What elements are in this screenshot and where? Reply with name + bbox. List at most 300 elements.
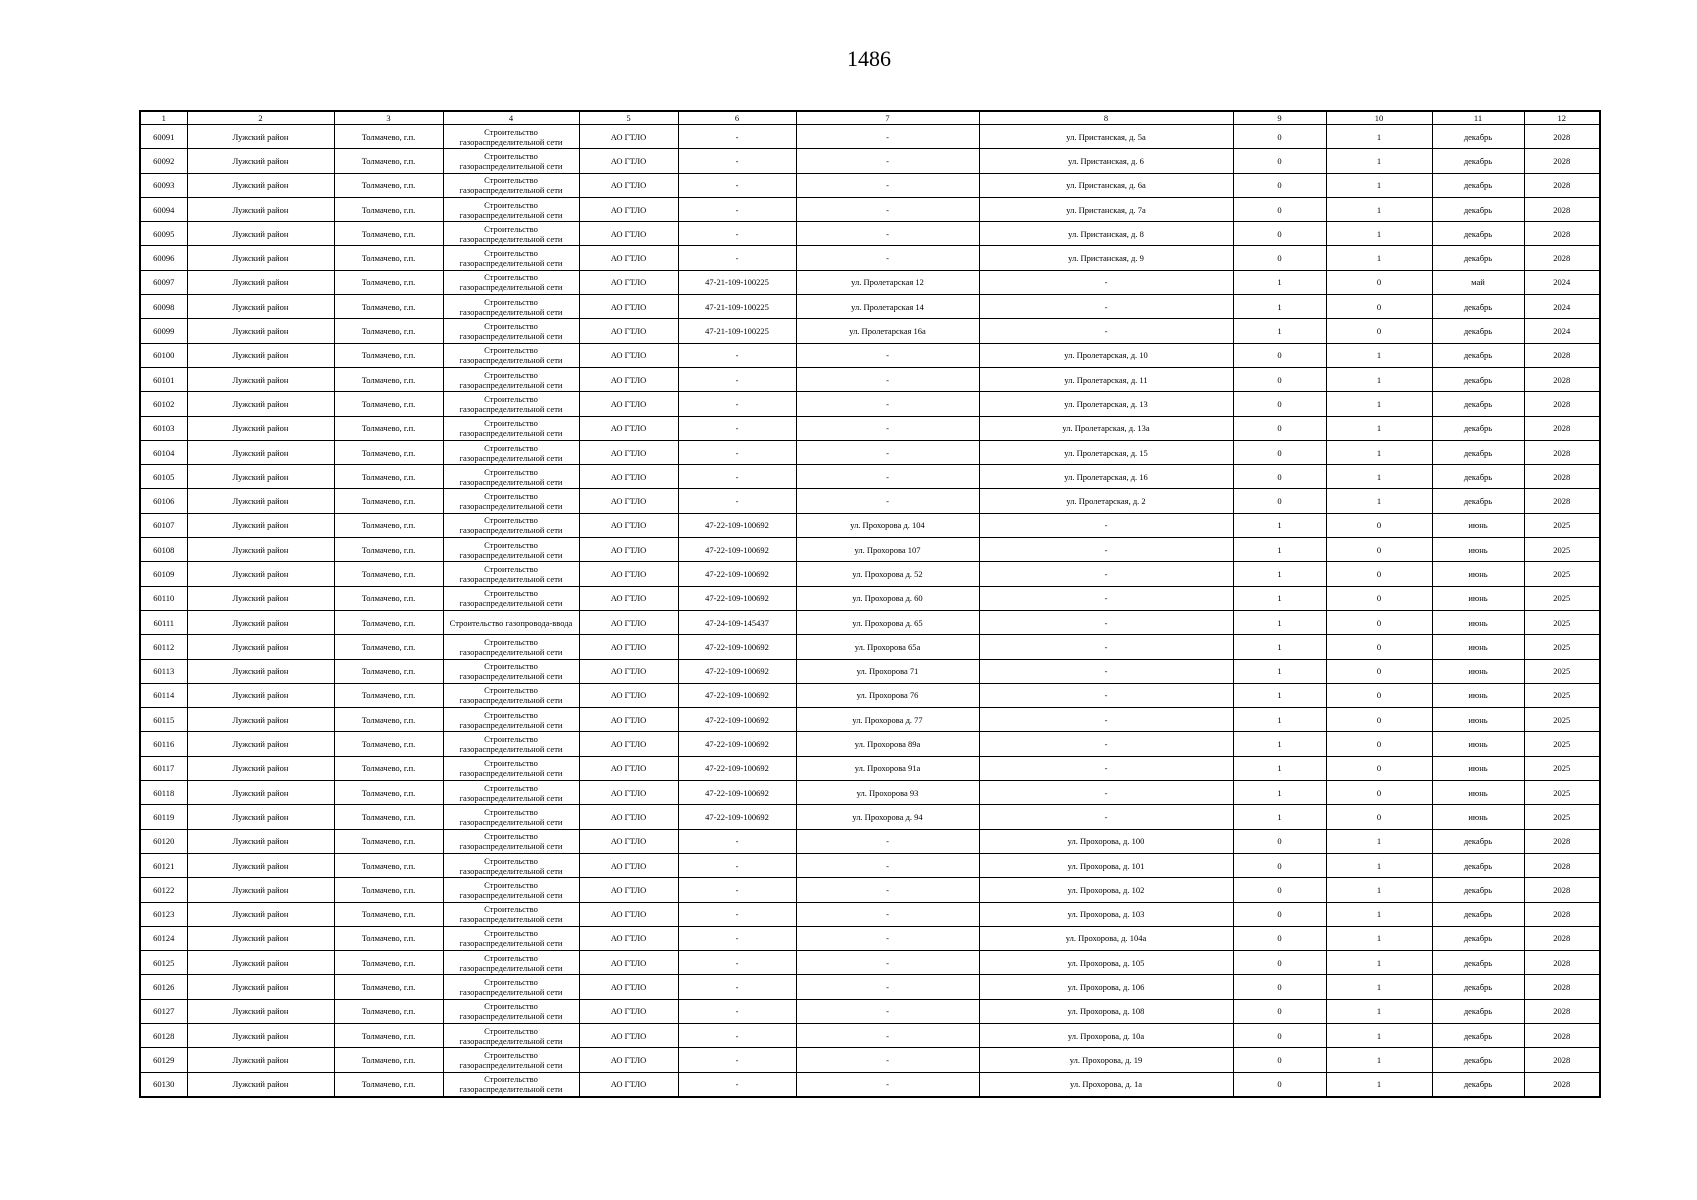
cell-address-planned: - [979, 756, 1233, 780]
cell-settlement: Толмачево, г.п. [334, 610, 443, 634]
cell-address-current: ул. Прохорова 76 [796, 683, 979, 707]
cell-tech-conditions-number: - [678, 1023, 796, 1047]
column-header-9: 9 [1233, 111, 1326, 125]
table-row [140, 586, 1600, 610]
cell-address-planned: ул. Пролетарская, д. 11 [979, 367, 1233, 391]
cell-district: Лужский район [187, 513, 334, 537]
cell-address-current: - [796, 173, 979, 197]
cell-tech-conditions-number: 47-22-109-100692 [678, 635, 796, 659]
cell-settlement: Толмачево, г.п. [334, 343, 443, 367]
column-header-12: 12 [1524, 111, 1600, 125]
cell-record-id: 60119 [140, 805, 187, 829]
cell-count-a: 1 [1233, 586, 1326, 610]
cell-month: июнь [1432, 659, 1524, 683]
cell-count-b: 1 [1326, 853, 1432, 877]
cell-address-planned: ул. Прохорова, д. 104а [979, 926, 1233, 950]
cell-organization: АО ГТЛО [579, 1048, 678, 1072]
cell-count-b: 0 [1326, 538, 1432, 562]
table-row [140, 149, 1600, 173]
cell-count-a: 1 [1233, 295, 1326, 319]
cell-address-current: ул. Прохорова д. 77 [796, 708, 979, 732]
cell-organization: АО ГТЛО [579, 805, 678, 829]
cell-count-a: 0 [1233, 125, 1326, 149]
cell-tech-conditions-number: - [678, 975, 796, 999]
cell-settlement: Толмачево, г.п. [334, 586, 443, 610]
cell-address-planned: ул. Прохорова, д. 102 [979, 878, 1233, 902]
cell-address-planned: - [979, 659, 1233, 683]
cell-address-planned: - [979, 270, 1233, 294]
cell-district: Лужский район [187, 1072, 334, 1097]
cell-address-planned: ул. Пристанская, д. 6а [979, 173, 1233, 197]
cell-district: Лужский район [187, 319, 334, 343]
column-number-row [140, 111, 1600, 125]
cell-month: декабрь [1432, 416, 1524, 440]
cell-year: 2028 [1524, 1048, 1600, 1072]
cell-settlement: Толмачево, г.п. [334, 756, 443, 780]
cell-settlement: Толмачево, г.п. [334, 1072, 443, 1097]
cell-district: Лужский район [187, 538, 334, 562]
cell-settlement: Толмачево, г.п. [334, 683, 443, 707]
cell-count-b: 1 [1326, 975, 1432, 999]
cell-tech-conditions-number: 47-22-109-100692 [678, 756, 796, 780]
cell-count-a: 1 [1233, 270, 1326, 294]
cell-tech-conditions-number: 47-22-109-100692 [678, 708, 796, 732]
cell-address-planned: - [979, 805, 1233, 829]
cell-district: Лужский район [187, 149, 334, 173]
cell-work-type: Строительство газораспределительной сети [443, 319, 579, 343]
cell-work-type: Строительство газораспределительной сети [443, 489, 579, 513]
table-row [140, 1072, 1600, 1097]
cell-month: декабрь [1432, 392, 1524, 416]
cell-count-b: 0 [1326, 732, 1432, 756]
cell-record-id: 60127 [140, 999, 187, 1023]
cell-count-b: 0 [1326, 659, 1432, 683]
cell-year: 2025 [1524, 610, 1600, 634]
table-row [140, 829, 1600, 853]
table-row [140, 246, 1600, 270]
cell-record-id: 60100 [140, 343, 187, 367]
cell-count-a: 1 [1233, 513, 1326, 537]
cell-year: 2025 [1524, 708, 1600, 732]
cell-address-planned: - [979, 708, 1233, 732]
cell-year: 2028 [1524, 999, 1600, 1023]
cell-count-b: 1 [1326, 392, 1432, 416]
cell-count-a: 1 [1233, 708, 1326, 732]
cell-count-a: 0 [1233, 416, 1326, 440]
cell-year: 2028 [1524, 392, 1600, 416]
cell-count-a: 0 [1233, 173, 1326, 197]
cell-count-a: 1 [1233, 635, 1326, 659]
cell-work-type: Строительство газораспределительной сети [443, 635, 579, 659]
cell-address-current: - [796, 853, 979, 877]
cell-count-b: 1 [1326, 951, 1432, 975]
cell-settlement: Толмачево, г.п. [334, 465, 443, 489]
cell-month: декабрь [1432, 975, 1524, 999]
cell-record-id: 60096 [140, 246, 187, 270]
table-row [140, 878, 1600, 902]
cell-work-type: Строительство газораспределительной сети [443, 125, 579, 149]
cell-year: 2028 [1524, 926, 1600, 950]
cell-work-type: Строительство газораспределительной сети [443, 295, 579, 319]
cell-year: 2025 [1524, 756, 1600, 780]
cell-organization: АО ГТЛО [579, 367, 678, 391]
cell-address-planned: ул. Пролетарская, д. 13 [979, 392, 1233, 416]
cell-record-id: 60101 [140, 367, 187, 391]
cell-tech-conditions-number: 47-22-109-100692 [678, 683, 796, 707]
column-header-5: 5 [579, 111, 678, 125]
cell-month: декабрь [1432, 926, 1524, 950]
cell-work-type: Строительство газораспределительной сети [443, 1048, 579, 1072]
cell-count-a: 1 [1233, 319, 1326, 343]
cell-count-b: 0 [1326, 562, 1432, 586]
cell-address-planned: - [979, 513, 1233, 537]
table-row [140, 173, 1600, 197]
cell-count-a: 0 [1233, 975, 1326, 999]
cell-year: 2028 [1524, 1072, 1600, 1097]
cell-count-a: 1 [1233, 756, 1326, 780]
cell-month: июнь [1432, 756, 1524, 780]
table-row [140, 732, 1600, 756]
cell-district: Лужский район [187, 853, 334, 877]
cell-settlement: Толмачево, г.п. [334, 975, 443, 999]
cell-record-id: 60115 [140, 708, 187, 732]
cell-settlement: Толмачево, г.п. [334, 853, 443, 877]
cell-district: Лужский район [187, 999, 334, 1023]
cell-organization: АО ГТЛО [579, 1023, 678, 1047]
cell-work-type: Строительство газораспределительной сети [443, 465, 579, 489]
cell-year: 2028 [1524, 343, 1600, 367]
table-row [140, 367, 1600, 391]
cell-settlement: Толмачево, г.п. [334, 1023, 443, 1047]
cell-settlement: Толмачево, г.п. [334, 878, 443, 902]
cell-month: декабрь [1432, 125, 1524, 149]
cell-count-a: 0 [1233, 951, 1326, 975]
cell-work-type: Строительство газораспределительной сети [443, 951, 579, 975]
cell-address-planned: - [979, 610, 1233, 634]
cell-count-b: 0 [1326, 805, 1432, 829]
cell-count-a: 0 [1233, 465, 1326, 489]
cell-address-planned: ул. Пролетарская, д. 2 [979, 489, 1233, 513]
cell-count-b: 0 [1326, 635, 1432, 659]
cell-count-b: 0 [1326, 295, 1432, 319]
cell-year: 2028 [1524, 197, 1600, 221]
cell-work-type: Строительство газораспределительной сети [443, 149, 579, 173]
table-row [140, 1023, 1600, 1047]
cell-tech-conditions-number: - [678, 951, 796, 975]
cell-settlement: Толмачево, г.п. [334, 367, 443, 391]
cell-count-a: 1 [1233, 562, 1326, 586]
table-row [140, 781, 1600, 805]
column-header-8: 8 [979, 111, 1233, 125]
cell-settlement: Толмачево, г.п. [334, 538, 443, 562]
cell-address-planned: - [979, 635, 1233, 659]
cell-month: июнь [1432, 610, 1524, 634]
cell-organization: АО ГТЛО [579, 902, 678, 926]
cell-work-type: Строительство газораспределительной сети [443, 440, 579, 464]
cell-organization: АО ГТЛО [579, 416, 678, 440]
cell-settlement: Толмачево, г.п. [334, 222, 443, 246]
cell-count-a: 0 [1233, 1048, 1326, 1072]
cell-organization: АО ГТЛО [579, 635, 678, 659]
cell-work-type: Строительство газораспределительной сети [443, 999, 579, 1023]
cell-year: 2028 [1524, 1023, 1600, 1047]
column-header-7: 7 [796, 111, 979, 125]
cell-record-id: 60107 [140, 513, 187, 537]
cell-organization: АО ГТЛО [579, 999, 678, 1023]
cell-count-a: 0 [1233, 1023, 1326, 1047]
cell-organization: АО ГТЛО [579, 853, 678, 877]
cell-address-planned: - [979, 538, 1233, 562]
cell-tech-conditions-number: - [678, 465, 796, 489]
cell-address-current: - [796, 1023, 979, 1047]
cell-address-current: ул. Прохорова 65а [796, 635, 979, 659]
cell-settlement: Толмачево, г.п. [334, 125, 443, 149]
cell-year: 2028 [1524, 489, 1600, 513]
cell-record-id: 60121 [140, 853, 187, 877]
cell-organization: АО ГТЛО [579, 951, 678, 975]
table-header [140, 111, 1600, 125]
cell-year: 2028 [1524, 149, 1600, 173]
cell-month: июнь [1432, 781, 1524, 805]
cell-tech-conditions-number: - [678, 1072, 796, 1097]
cell-address-current: ул. Прохорова д. 60 [796, 586, 979, 610]
cell-organization: АО ГТЛО [579, 197, 678, 221]
cell-year: 2028 [1524, 878, 1600, 902]
cell-tech-conditions-number: - [678, 489, 796, 513]
cell-record-id: 60122 [140, 878, 187, 902]
cell-count-b: 1 [1326, 878, 1432, 902]
cell-settlement: Толмачево, г.п. [334, 270, 443, 294]
cell-organization: АО ГТЛО [579, 975, 678, 999]
cell-work-type: Строительство газопровода-ввода [443, 610, 579, 634]
cell-count-b: 1 [1326, 246, 1432, 270]
cell-tech-conditions-number: - [678, 1048, 796, 1072]
cell-count-a: 0 [1233, 343, 1326, 367]
cell-count-b: 0 [1326, 708, 1432, 732]
cell-month: декабрь [1432, 367, 1524, 391]
cell-record-id: 60112 [140, 635, 187, 659]
cell-record-id: 60093 [140, 173, 187, 197]
cell-tech-conditions-number: - [678, 902, 796, 926]
cell-address-current: ул. Пролетарская 14 [796, 295, 979, 319]
cell-organization: АО ГТЛО [579, 1072, 678, 1097]
cell-address-current: - [796, 829, 979, 853]
cell-tech-conditions-number: 47-22-109-100692 [678, 513, 796, 537]
cell-address-current: - [796, 465, 979, 489]
cell-tech-conditions-number: 47-22-109-100692 [678, 805, 796, 829]
cell-tech-conditions-number: - [678, 149, 796, 173]
cell-settlement: Толмачево, г.п. [334, 829, 443, 853]
cell-district: Лужский район [187, 125, 334, 149]
cell-address-planned: - [979, 295, 1233, 319]
cell-count-b: 1 [1326, 1023, 1432, 1047]
cell-year: 2025 [1524, 683, 1600, 707]
cell-record-id: 60114 [140, 683, 187, 707]
table-row [140, 222, 1600, 246]
cell-organization: АО ГТЛО [579, 732, 678, 756]
cell-organization: АО ГТЛО [579, 465, 678, 489]
cell-address-planned: ул. Прохорова, д. 103 [979, 902, 1233, 926]
cell-work-type: Строительство газораспределительной сети [443, 392, 579, 416]
cell-count-b: 1 [1326, 1072, 1432, 1097]
cell-address-planned: ул. Пролетарская, д. 10 [979, 343, 1233, 367]
cell-count-a: 0 [1233, 149, 1326, 173]
table-row [140, 659, 1600, 683]
cell-work-type: Строительство газораспределительной сети [443, 173, 579, 197]
cell-address-current: - [796, 1072, 979, 1097]
page-number: 1486 [847, 46, 891, 71]
cell-address-current: - [796, 222, 979, 246]
cell-address-planned: ул. Прохорова, д. 100 [979, 829, 1233, 853]
cell-tech-conditions-number: - [678, 999, 796, 1023]
cell-address-planned: ул. Пристанская, д. 6 [979, 149, 1233, 173]
cell-district: Лужский район [187, 781, 334, 805]
cell-count-a: 1 [1233, 538, 1326, 562]
cell-district: Лужский район [187, 173, 334, 197]
cell-count-a: 0 [1233, 367, 1326, 391]
cell-year: 2025 [1524, 562, 1600, 586]
cell-organization: АО ГТЛО [579, 708, 678, 732]
table-row [140, 805, 1600, 829]
cell-record-id: 60097 [140, 270, 187, 294]
cell-organization: АО ГТЛО [579, 149, 678, 173]
cell-address-current: - [796, 367, 979, 391]
cell-address-planned: ул. Пристанская, д. 5а [979, 125, 1233, 149]
cell-count-b: 1 [1326, 343, 1432, 367]
cell-organization: АО ГТЛО [579, 610, 678, 634]
cell-settlement: Толмачево, г.п. [334, 513, 443, 537]
cell-count-a: 0 [1233, 999, 1326, 1023]
cell-tech-conditions-number: - [678, 343, 796, 367]
table-row [140, 465, 1600, 489]
cell-year: 2028 [1524, 173, 1600, 197]
cell-settlement: Толмачево, г.п. [334, 319, 443, 343]
cell-district: Лужский район [187, 295, 334, 319]
table-row [140, 610, 1600, 634]
cell-district: Лужский район [187, 416, 334, 440]
cell-settlement: Толмачево, г.п. [334, 562, 443, 586]
cell-address-current: - [796, 878, 979, 902]
cell-district: Лужский район [187, 270, 334, 294]
cell-count-a: 0 [1233, 440, 1326, 464]
cell-organization: АО ГТЛО [579, 222, 678, 246]
cell-address-planned: - [979, 683, 1233, 707]
cell-address-planned: ул. Прохорова, д. 10а [979, 1023, 1233, 1047]
cell-month: май [1432, 270, 1524, 294]
cell-record-id: 60124 [140, 926, 187, 950]
table-row [140, 926, 1600, 950]
table-row [140, 635, 1600, 659]
cell-month: декабрь [1432, 853, 1524, 877]
cell-district: Лужский район [187, 951, 334, 975]
cell-count-a: 1 [1233, 781, 1326, 805]
cell-address-planned: ул. Прохорова, д. 105 [979, 951, 1233, 975]
cell-year: 2025 [1524, 732, 1600, 756]
cell-year: 2025 [1524, 635, 1600, 659]
cell-address-current: - [796, 489, 979, 513]
cell-address-current: - [796, 197, 979, 221]
cell-year: 2024 [1524, 319, 1600, 343]
cell-address-current: ул. Прохорова 71 [796, 659, 979, 683]
cell-count-a: 1 [1233, 732, 1326, 756]
cell-count-b: 1 [1326, 416, 1432, 440]
cell-month: декабрь [1432, 173, 1524, 197]
cell-record-id: 60118 [140, 781, 187, 805]
cell-settlement: Толмачево, г.п. [334, 416, 443, 440]
cell-address-planned: ул. Прохорова, д. 106 [979, 975, 1233, 999]
table-row [140, 853, 1600, 877]
cell-count-a: 0 [1233, 392, 1326, 416]
cell-tech-conditions-number: 47-22-109-100692 [678, 538, 796, 562]
cell-tech-conditions-number: - [678, 416, 796, 440]
cell-year: 2028 [1524, 246, 1600, 270]
table-row [140, 513, 1600, 537]
cell-work-type: Строительство газораспределительной сети [443, 708, 579, 732]
cell-count-a: 1 [1233, 683, 1326, 707]
cell-settlement: Толмачево, г.п. [334, 781, 443, 805]
cell-address-planned: - [979, 781, 1233, 805]
cell-address-current: ул. Прохорова 91а [796, 756, 979, 780]
cell-count-a: 0 [1233, 829, 1326, 853]
cell-work-type: Строительство газораспределительной сети [443, 975, 579, 999]
cell-organization: АО ГТЛО [579, 173, 678, 197]
cell-work-type: Строительство газораспределительной сети [443, 683, 579, 707]
cell-tech-conditions-number: - [678, 829, 796, 853]
cell-address-current: - [796, 246, 979, 270]
cell-record-id: 60108 [140, 538, 187, 562]
cell-month: декабрь [1432, 1023, 1524, 1047]
table-row [140, 392, 1600, 416]
cell-settlement: Толмачево, г.п. [334, 392, 443, 416]
cell-count-b: 1 [1326, 1048, 1432, 1072]
cell-month: июнь [1432, 635, 1524, 659]
cell-year: 2028 [1524, 902, 1600, 926]
cell-tech-conditions-number: - [678, 926, 796, 950]
cell-district: Лужский район [187, 465, 334, 489]
table-body [140, 125, 1600, 1097]
cell-address-current: ул. Прохорова 107 [796, 538, 979, 562]
cell-count-b: 1 [1326, 367, 1432, 391]
cell-month: декабрь [1432, 1048, 1524, 1072]
cell-month: декабрь [1432, 246, 1524, 270]
column-header-10: 10 [1326, 111, 1432, 125]
cell-work-type: Строительство газораспределительной сети [443, 197, 579, 221]
cell-tech-conditions-number: - [678, 367, 796, 391]
cell-month: декабрь [1432, 222, 1524, 246]
cell-district: Лужский район [187, 829, 334, 853]
cell-tech-conditions-number: 47-21-109-100225 [678, 319, 796, 343]
cell-tech-conditions-number: 47-22-109-100692 [678, 732, 796, 756]
cell-month: июнь [1432, 513, 1524, 537]
cell-address-planned: - [979, 319, 1233, 343]
cell-month: июнь [1432, 708, 1524, 732]
cell-count-b: 1 [1326, 465, 1432, 489]
cell-record-id: 60091 [140, 125, 187, 149]
cell-count-a: 1 [1233, 610, 1326, 634]
cell-work-type: Строительство газораспределительной сети [443, 246, 579, 270]
cell-work-type: Строительство газораспределительной сети [443, 902, 579, 926]
cell-organization: АО ГТЛО [579, 878, 678, 902]
cell-count-a: 0 [1233, 878, 1326, 902]
cell-month: июнь [1432, 562, 1524, 586]
cell-work-type: Строительство газораспределительной сети [443, 416, 579, 440]
cell-address-current: - [796, 999, 979, 1023]
cell-work-type: Строительство газораспределительной сети [443, 781, 579, 805]
table-row [140, 319, 1600, 343]
cell-tech-conditions-number: - [678, 246, 796, 270]
cell-month: июнь [1432, 538, 1524, 562]
cell-month: июнь [1432, 683, 1524, 707]
